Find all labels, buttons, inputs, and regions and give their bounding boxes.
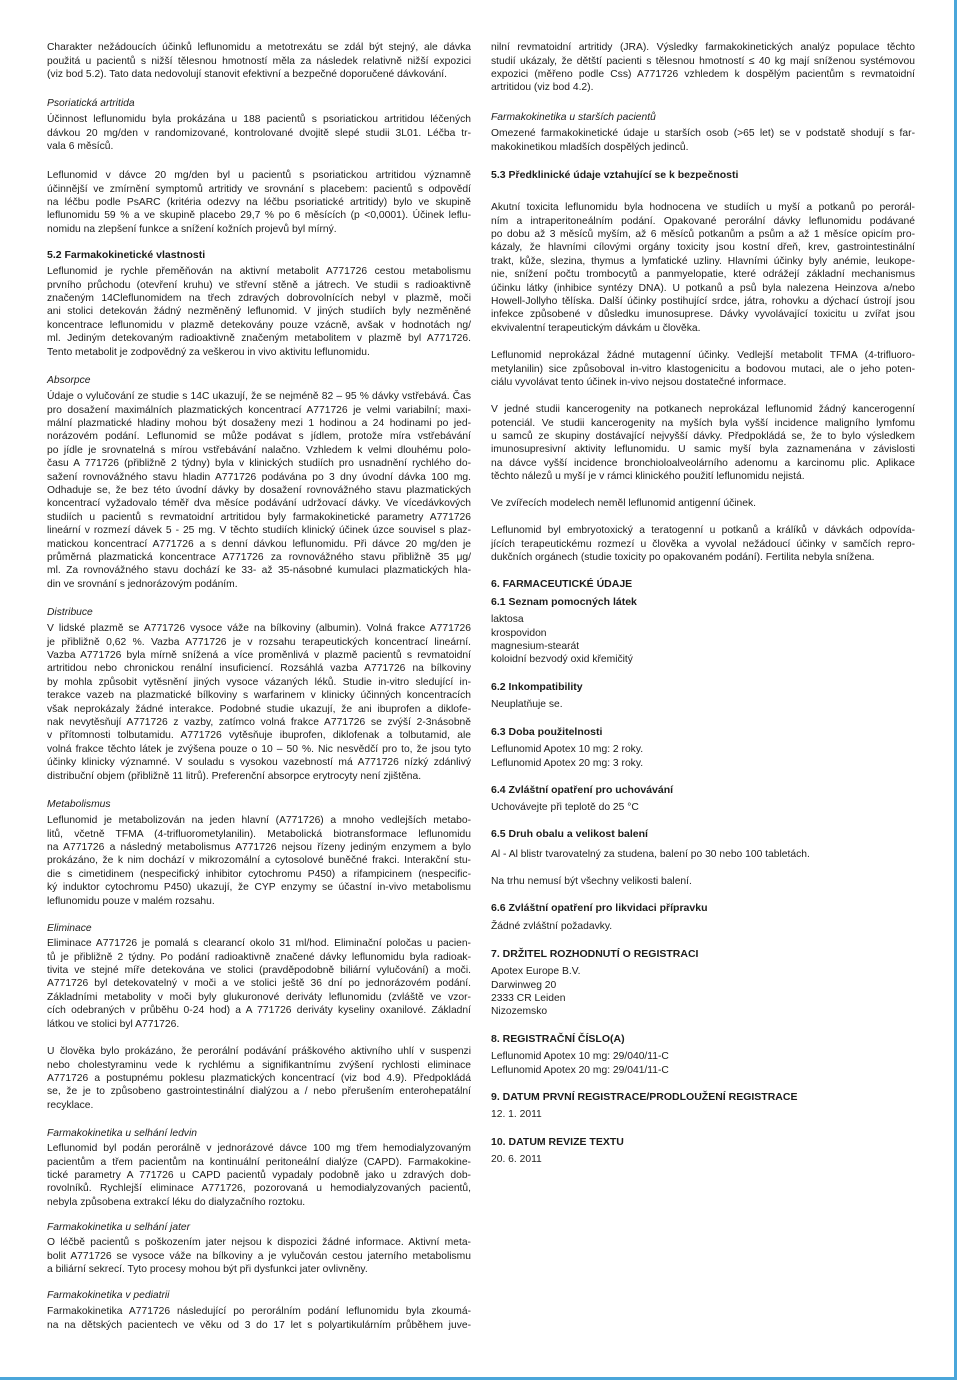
section-heading: 10. DATUM REVIZE TEXTU: [491, 1136, 624, 1149]
paragraph-line: ml. Za rovnovážného stavu dochází ke 33- až 35-násobné kumulaci plazmatických hla-: [47, 565, 471, 577]
subsection-heading: Psoriatická artritida: [47, 98, 135, 110]
section-heading: 6.2 Inkompatibility: [491, 681, 583, 694]
paragraph-line: din ve srovnání s jednorázovým podáním.: [47, 578, 238, 590]
paragraph-line: (viz bod 5.2). Tato data nedovolují stanovit efektivní a bezpečné doporučené dávkování.: [47, 69, 447, 81]
paragraph-line: V lidské plazmě se A771726 vysoce váže na bílkoviny (albumin). Volná frakce A771726: [47, 623, 471, 635]
paragraph-line: die s cimetidinem (nespecifický inhibitor cytochromu P450) a rifampicinem (nespecific-: [47, 868, 471, 880]
paragraph-line: nie, snížení počtu trombocytů a panmyelopatie, které odrážejí základní mechanismus: [491, 269, 915, 281]
paragraph-line: Howell-Jollyho tělíska. Další účinky postihující srdce, játra, rohovku a dýchací ústrojí jsou: [491, 296, 915, 308]
list-item: Leflunomid Apotex 20 mg: 3 roky.: [491, 757, 644, 769]
paragraph-line: sažení rovnovážného stavu hladin A771726 podávána po 3 dny úvodní dávka 100 mg.: [47, 471, 471, 483]
subsection-heading: Farmakokinetika v pediatrii: [47, 1290, 170, 1302]
paragraph-line: a biliární sekrecí. Tyto procesy mohou být při dysfunkci jater ovlivněny.: [47, 1264, 368, 1276]
list-item: Nizozemsko: [491, 1006, 548, 1018]
paragraph-line: artritidou (viz bod 4.2).: [491, 82, 594, 94]
paragraph-line: účinku látky (inhibice syntézy DNA). U potkanů a psů byla nalezena Heinzova a/nebo: [491, 282, 915, 294]
paragraph-line: studiích u pacientů s revmatoidní artritidou byly farmakokinetické parametry A771726: [47, 511, 471, 523]
section-heading: 6. FARMACEUTICKÉ ÚDAJE: [491, 578, 633, 591]
list-item: krospovidon: [491, 627, 547, 639]
paragraph-line: terakce vazeb na plazmatické bílkoviny s warfarinem v klinicky účinných koncentracích: [47, 690, 471, 702]
list-item: koloidní bezvodý oxid křemičitý: [491, 654, 633, 666]
paragraph-line: Leflunomid v dávce 20 mg/den byl u pacientů s psoriatickou artritidou významně: [47, 170, 471, 182]
paragraph-line: nebo cholestyraminu vede k rychlému a signifikantnímu zvýšení rychlosti eliminace: [47, 1059, 471, 1071]
paragraph-line: O léčbě pacientů s poškozením jater nejsou k dispozici žádné informace. Aktivní meta-: [47, 1237, 471, 1249]
paragraph-line: prvního průchodu (otevření kruhu) ve střevní stěně a játrech. Ve studii s radioaktivně: [47, 279, 471, 291]
section-heading: 6.6 Zvláštní opatření pro likvidaci přípravku: [491, 902, 708, 915]
paragraph-line: na léčbu podle PsARC (kritéria odezvy na léčbu psoriatické artritidy) bylo ve skupině: [47, 197, 471, 209]
paragraph-line: Akutní toxicita leflunomidu byla hodnocena ve studiích u myší a potkanů po perorál-: [491, 202, 915, 214]
paragraph-line: V jedné studii kancerogenity na potkanech neprokázal leflunomid žádný kancerogenní: [491, 404, 915, 416]
paragraph-line: u samců ze skupiny dostávající nejvyšší dávky. Předpokládá se, že to bylo výsledkem: [491, 431, 915, 443]
paragraph-line: norázovém podání. Leflunomid se může podávat s jídlem, protože míra vstřebávání: [47, 431, 471, 443]
paragraph-line: nilní revmatoidní artritidy (JRA). Výsledky farmakokinetických analýz populace těchto: [491, 42, 915, 54]
paragraph-line: studií ukázaly, že dětští pacienti s tělesnou hmotností ≤ 40 kg mají sníženou systémovou: [491, 55, 915, 67]
paragraph-line: po jídle je srovnatelná s mírou vstřebávání nalačno. Vzhledem k velmi dlouhému polo-: [47, 444, 471, 456]
left-column: [47, 0, 471, 1383]
paragraph-line: použitá u pacientů s nižší tělesnou hmotností měla za následek relativně nižší expozici: [47, 55, 471, 67]
paragraph-line: Údaje o vylučování ze studie s 14C ukazují, že se nejméně 82 – 95 % dávky vstřebává. Čas: [47, 391, 471, 403]
paragraph-line: tů je přibližně 2 týdny. Po podání radioaktivně značené dávky leflunomidu byla radioak-: [47, 951, 471, 963]
paragraph-line: Eliminace A771726 je pomalá s clearancí okolo 31 ml/hod. Eliminační poločas u pacien-: [47, 938, 471, 950]
list-item: laktosa: [491, 614, 524, 626]
paragraph-line: dávkou 20 mg/den v randomizované, kontrolované dvojitě slepé studii 3L01. Léčba tr-: [47, 127, 471, 139]
paragraph-line: litů, včetně TFMA (4-trifluorometylanilin). Metabolická biotransformace leflunomidu: [47, 828, 471, 840]
paragraph-line: Omezené farmakokinetické údaje u starších osob (>65 let) se v podstatě shodují s far-: [491, 128, 915, 140]
list-item: Na trhu nemusí být všechny velikosti balení.: [491, 876, 692, 888]
paragraph-line: A771726 byl detekovatelný v moči a ve stolici ještě 36 dní po jednorázovém podání.: [47, 978, 471, 990]
paragraph-line: účinnější ve zmírnění symptomů artritidy ve srovnání s placebem: pacientů s odpovědí: [47, 183, 471, 195]
paragraph-line: Účinnost leflunomidu byla prokázána u 188 pacientů s psoriatickou artritidou léčených: [47, 114, 471, 126]
list-item: magnesium-stearát: [491, 641, 580, 653]
paragraph-line: koncentrace leflunomidu v plazmě detekovány pouze vzácně, avšak v hodnotách ng/: [47, 319, 471, 331]
paragraph-line: Leflunomid je rychle přeměňován na aktivní metabolit A771726 cestou metabolismu: [47, 266, 471, 278]
paragraph-line: jících terapeutickému rozmezí u člověka a vyvolal nežádoucí účinky v samčích repro-: [491, 538, 915, 550]
subsection-heading: Metabolismus: [47, 799, 111, 811]
paragraph-line: nak nevytěsňují A771726 z vazby, zatímco volná frakce A771726 se zvýší 2-3násobně: [47, 717, 471, 729]
paragraph-line: tivita ve stejné míře detekována ve stolici (pravděpodobně biliární vylučování) a moči.: [47, 965, 471, 977]
paragraph-line: Charakter nežádoucích účinků leflunomidu a metotrexátu se zdál být stejný, ale dávka: [47, 42, 471, 54]
paragraph-line: trakt, kůže, slezina, thymus a lymfatické uzliny. Hlavními účinky byly anémie, leukope-: [491, 255, 915, 267]
section-heading: 8. REGISTRAČNÍ ČÍSLO(A): [491, 1033, 625, 1046]
paragraph-line: Vazba A771726 byla mírně snížená a více proměnlivá v plazmě pacientů s revmatoidní: [47, 650, 471, 662]
paragraph-line: na dávce vyšší incidence bronchioloalveolárního adenomu a karcinomu plic. Aplikace: [491, 457, 915, 469]
paragraph-line: infekce způsobené v důsledku imunosuprese. Dávky vyvolávající toxicitu u zvířat jsou: [491, 309, 915, 321]
paragraph-line: U člověka bylo prokázáno, že perorální podávání práškového aktivního uhlí v suspenzi: [47, 1046, 471, 1058]
paragraph-line: nomidu na zlepšení funkce a snížení kožních projevů byl mírný.: [47, 223, 337, 235]
paragraph-line: ký induktor cytochromu P450) ukazují, že CYP enzymy se účastní in-vivo metabolismu: [47, 882, 471, 894]
list-item: Leflunomid Apotex 10 mg: 2 roky.: [491, 744, 644, 756]
subsection-heading: Farmakokinetika u starších pacientů: [491, 112, 656, 124]
paragraph-line: ním a intraperitoneálním podání. Opakované perorální dávky leflunomidu podávané: [491, 215, 915, 227]
paragraph-line: ekvivalentní terapeutickým dávkám u člověka.: [491, 322, 701, 334]
paragraph-line: dukčních orgánech (studie toxicity po opakovaném podání). Fertilita nebyla snížena.: [491, 552, 875, 564]
list-item: Darwinweg 20: [491, 979, 557, 991]
paragraph-line: Leflunomid byl embryotoxický a teratogenní u potkanů a králíků v dávkách odpovída-: [491, 525, 915, 537]
paragraph-line: značeným 14Cleflunomidem na třech zdravých dobrovolnících nebyl v plazmě, moči: [47, 293, 471, 305]
section-heading: 5.2 Farmakokinetické vlastnosti: [47, 249, 206, 262]
subsection-heading: Farmakokinetika u selhání ledvin: [47, 1128, 197, 1140]
paragraph-line: bolit A771726 se vysoce váže na bílkoviny a je vylučován cestou jaterního metabolismu: [47, 1250, 471, 1262]
list-item: Uchovávejte při teplotě do 25 °C: [491, 802, 639, 814]
paragraph-line: průměrná plazmatická koncentrace A771726 za rovnovážného stavu přibližně 35 μg/: [47, 552, 471, 564]
paragraph-line: imunosupresivní aktivity leflunomidu. U samic myší byla zaznamenána v závislosti: [491, 444, 915, 456]
subsection-heading: Absorpce: [47, 375, 91, 387]
paragraph-line: lineární v rozmezí dávek 5 - 25 mg. V těchto studiích klinický účinek úzce souvisel s plaz-: [47, 525, 471, 537]
paragraph-line: mální plazmatické hladiny mohou být dosaženy mezi 1 hodinou a 24 hodinami po jed-: [47, 418, 471, 430]
paragraph-line: recyklace.: [47, 1099, 94, 1111]
paragraph-line: je přibližně 0,62 %. Vazba A771726 je v rozsahu terapeutických koncentrací lineární.: [47, 636, 471, 648]
paragraph-line: vala 6 měsíců.: [47, 141, 114, 153]
paragraph-line: matickou koncentrací A771726 a s denní dávkou leflunomidu. Při dávce 20 mg/den je: [47, 538, 471, 550]
paragraph-line: tické parametry A 771726 u CAPD pacientů vypadaly podobně jako u zdravých dob-: [47, 1170, 471, 1182]
paragraph-line: však neprokázaly žádné interakce. Podobné studie ukazují, že ani ibuprofen a diklofe-: [47, 703, 471, 715]
list-item: Leflunomid Apotex 10 mg: 29/040/11-C: [491, 1051, 669, 1063]
paragraph-line: rovolníků. Rychlejší eliminace A771726, pozorovaná u hemodialyzovaných pacientů,: [47, 1183, 471, 1195]
paragraph-line: prokázáno, že k nim dochází v mikrozomální a cytosolové buněčné frakci. Interakční stu-: [47, 855, 471, 867]
list-item: 12. 1. 2011: [491, 1109, 542, 1121]
paragraph-line: Základními metabolity v moči byly glukuronové deriváty leflunomidu (zvláště ve vzor-: [47, 991, 471, 1003]
list-item: Leflunomid Apotex 20 mg: 29/041/11-C: [491, 1064, 669, 1076]
paragraph-line: metylanilin) sice způsoboval in-vitro klastogenicitu a bodovou mutaci, ale o jeho poten-: [491, 363, 915, 375]
paragraph-line: pacientům a třem pacientům na kontinuální peritoneální dialýze (CAPD). Farmakokine-: [47, 1156, 471, 1168]
paragraph-line: Odhaduje se, že bez této úvodní dávky by dosažení rovnovážného stavu plazmatických: [47, 485, 471, 497]
paragraph-line: látkou ve stolici byl A771726.: [47, 1018, 180, 1030]
section-heading: 6.3 Doba použitelnosti: [491, 726, 603, 739]
paragraph-line: ml. Jediným detekovaným radioaktivně značeným metabolitem v plazmě byl A771726.: [47, 333, 471, 345]
paragraph-line: cích odebraných v průběhu 0-24 hod) a A 771726 deriváty kyseliny oxanilové. Základní: [47, 1005, 471, 1017]
subsection-heading: Distribuce: [47, 607, 93, 619]
paragraph-line: těchto nálezů u myší je v rámci klinického použití leflunomidu nejistá.: [491, 471, 805, 483]
paragraph-line: se, že je to způsobeno gastrointestinální dialýzou a / nebo přerušením enterohepatální: [47, 1086, 471, 1098]
paragraph-line: koncentrací vyžadovalo téměř dva měsíce podávání udržovací dávky. Ve vícedávkových: [47, 498, 471, 510]
paragraph-line: kázaly, že hlavními cílovými orgány toxicity jsou kostní dřeň, krev, gastrointestinální: [491, 242, 915, 254]
paragraph-line: účinky klinicky významné. V souladu s vysokou vazebností má A771726 nízký zdánlivý: [47, 757, 471, 769]
paragraph-line: Leflunomid byl podán perorálně v jednorázové dávce 100 mg třem hemodialyzovaným: [47, 1143, 471, 1155]
paragraph-line: potenciál. Ve studii kancerogenity na myších byla vyšší incidence maligního lymfomu: [491, 417, 915, 429]
paragraph-line: Leflunomid je metabolizován na jeden hlavní (A771726) a mnoho vedlejších metabo-: [47, 815, 472, 827]
right-column: [491, 0, 915, 1383]
section-heading: 5.3 Předklinické údaje vztahující se k bezpečnosti: [491, 169, 739, 182]
paragraph-line: Ve zvířecích modelech neměl leflunomid antigenní účinek.: [491, 498, 757, 510]
section-heading: 6.4 Zvláštní opatření pro uchovávání: [491, 784, 674, 797]
section-heading: 6.5 Druh obalu a velikost balení: [491, 828, 648, 841]
paragraph-line: po dobu až 3 měsíců myším, až 6 měsíců potkanům a psům a až 1 měsíce opicím pro-: [491, 229, 915, 241]
paragraph-line: makokinetikou mladších dospělých jedinců.: [491, 141, 689, 153]
section-heading: 7. DRŽITEL ROZHODNUTÍ O REGISTRACI: [491, 948, 699, 961]
list-item: Al - Al blistr tvarovatelný za studena, balení po 30 nebo 100 tabletách.: [491, 849, 810, 861]
list-item: 2333 CR Leiden: [491, 993, 566, 1005]
paragraph-line: A771726 a postupnému poklesu plazmatických koncentrací (viz bod 4.9). Předpokládá: [47, 1073, 472, 1085]
paragraph-line: Leflunomid neprokázal žádné mutagenní účinky. Vedlejší metabolit TFMA (4-trifluoro-: [491, 350, 915, 362]
section-heading: 9. DATUM PRVNÍ REGISTRACE/PRODLOUŽENÍ REGISTRACE: [491, 1091, 798, 1104]
paragraph-line: distribuční objem (přibližně 11 litrů). Preferenční absorpce erytrocyty není zjištěna.: [47, 770, 422, 782]
paragraph-line: nebyla způsobena extrakcí léku do dialyzačního roztoku.: [47, 1196, 306, 1208]
paragraph-line: v přítomnosti tolbutamidu. A771726 vytěsňuje ibuprofen, diklofenak a tolbutamid, ale: [47, 730, 471, 742]
paragraph-line: na na dětských pacientech ve věku od 3 do 17 let s polyartikulárním průběhem juve-: [47, 1319, 471, 1331]
section-heading: 6.1 Seznam pomocných látek: [491, 596, 637, 609]
paragraph-line: expozici (měřeno podle Css) A771726 vzhledem k dospělým pacientům s revmatoidní: [491, 69, 915, 81]
paragraph-line: volná frakce těchto látek je zvýšena pouze o 10 – 50 %. Nic nesvědčí pro to, že jsou tyto: [47, 743, 471, 755]
subsection-heading: Eliminace: [47, 923, 92, 935]
list-item: Žádné zvláštní požadavky.: [491, 921, 613, 933]
list-item: Neuplatňuje se.: [491, 699, 563, 711]
paragraph-line: pro dosažení maximálních plazmatických koncentrací A771726 je velmi variabilní; maxi-: [47, 404, 471, 416]
list-item: Apotex Europe B.V.: [491, 966, 581, 978]
paragraph-line: Farmakokinetika A771726 následující po perorálním podání leflunomidu byla zkoumá-: [47, 1306, 471, 1318]
subsection-heading: Farmakokinetika u selhání jater: [47, 1222, 191, 1234]
paragraph-line: by mohla způsobit vytěsnění jiných vysoce vázaných léků. Studie in-vitro sledující in-: [47, 676, 471, 688]
paragraph-line: Tento metabolit je zodpovědný za veškerou in vivo aktivitu leflunomidu.: [47, 346, 370, 358]
paragraph-line: artritidou nebo chronickou renální insuficiencí. Rozsáhlá vazba A771726 na bílkoviny: [47, 663, 471, 675]
paragraph-line: ani stolici detekován žádný nezměněný leflunomid. V jiných studiích byly nezměněné: [47, 306, 471, 318]
paragraph-line: času A 771726 (přibližně 2 týdny) byla v klinických studiích pro usnadnění rychlého do-: [47, 458, 472, 470]
paragraph-line: leflunomidu pouze v malém rozsahu.: [47, 895, 215, 907]
paragraph-line: ciálu vyvolávat tento účinek in-vivo nejsou dostatečné informace.: [491, 377, 787, 389]
paragraph-line: na A771726 a následný metabolismus A771726 nejsou řízeny jediným enzymem a bylo: [47, 842, 471, 854]
list-item: 20. 6. 2011: [491, 1154, 542, 1166]
paragraph-line: leflunomidu 59 % a ve skupině placebo 29,7 % po 6 měsících (p <0,0001). Účinek leflu-: [47, 210, 471, 222]
